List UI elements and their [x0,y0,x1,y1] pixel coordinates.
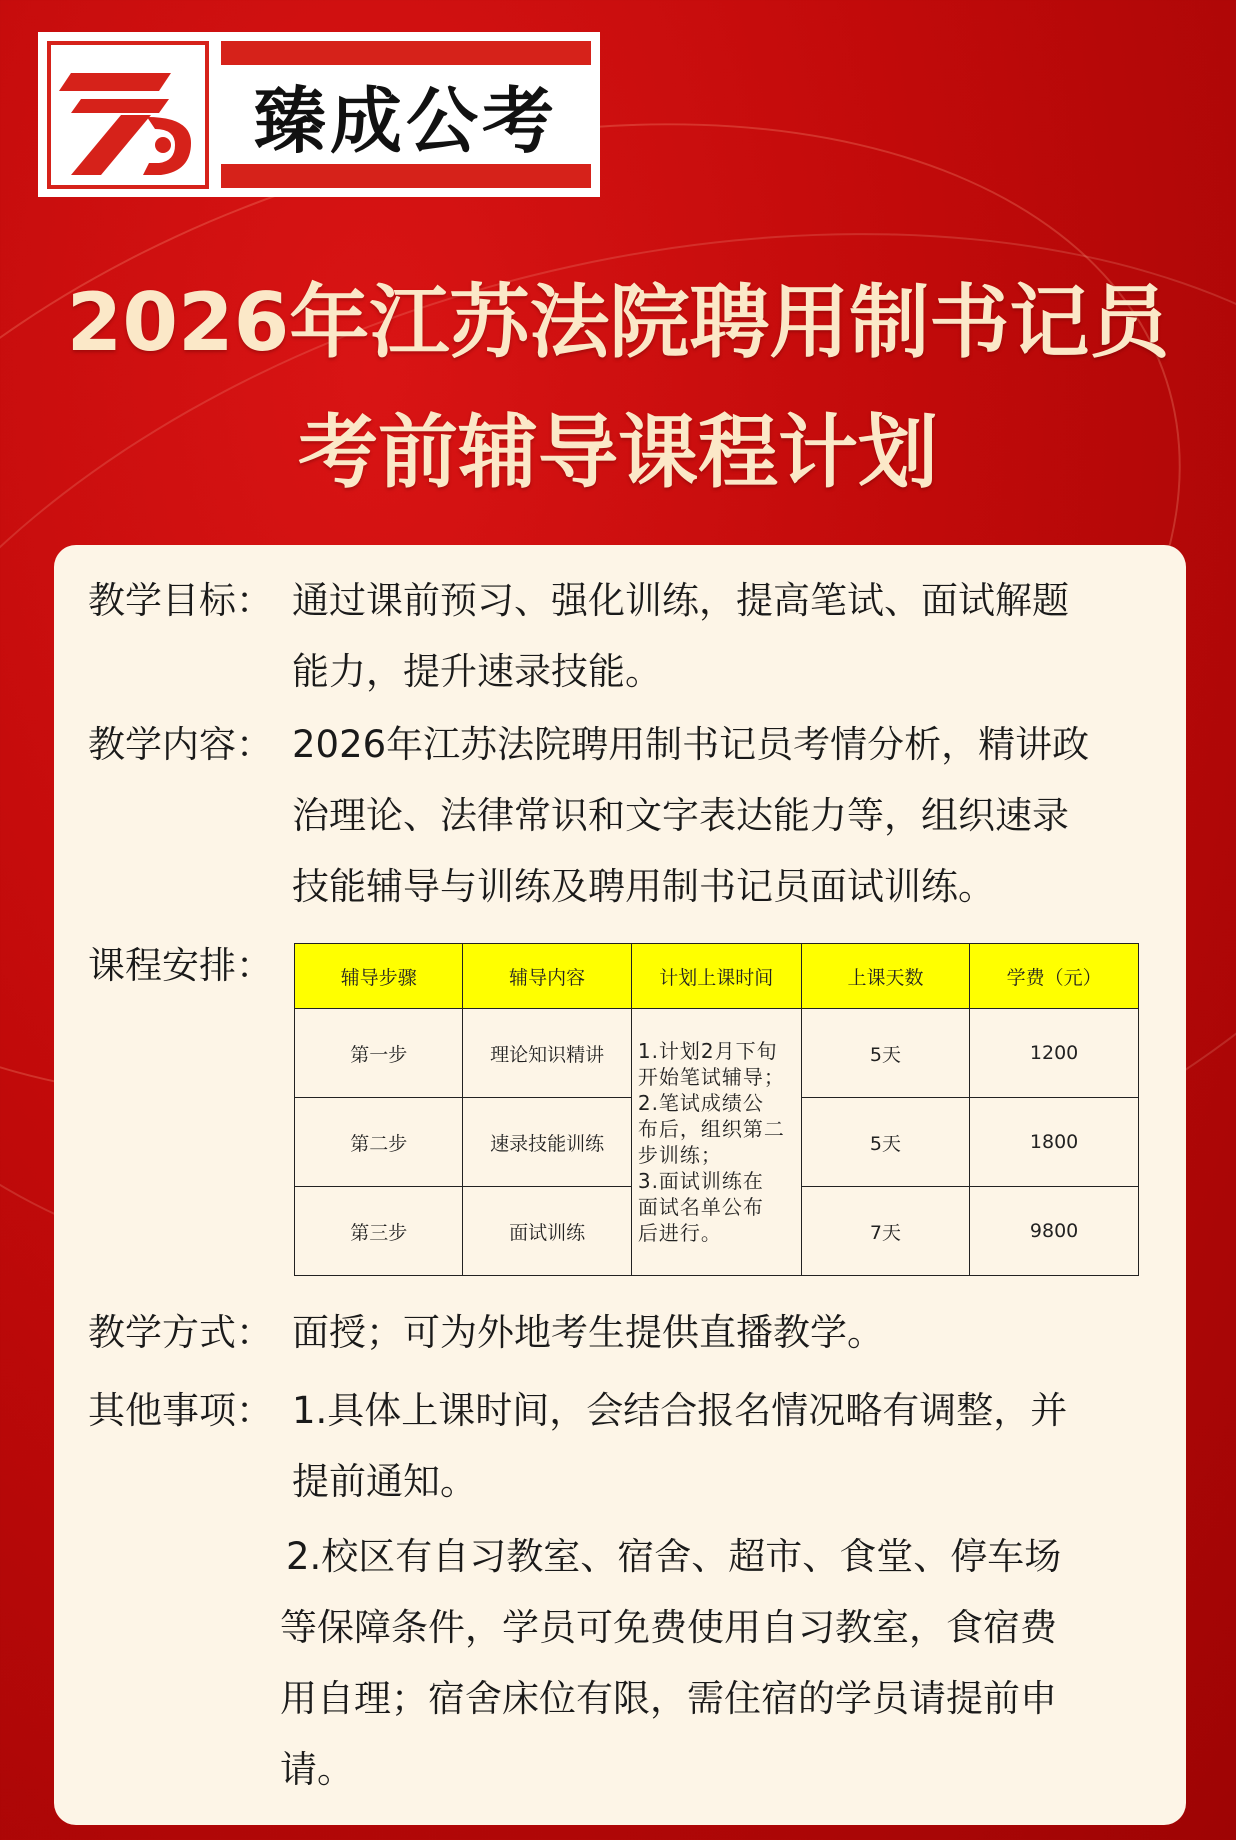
text-line: 治理论、法律常识和文字表达能力等，组织速录 [292,794,1069,837]
text-line: 2.校区有自习教室、宿舍、超市、食堂、停车场 [286,1535,1062,1578]
page-subtitle: 考前辅导课程计划 [298,406,938,499]
text-line: 能力，提升速录技能。 [292,650,662,693]
column-header: 计划上课时间 [631,944,801,1009]
plan-time-cell [631,1009,801,1276]
section-text [286,1521,1162,1592]
table-header-row [295,944,1139,1009]
logo-stripe [221,164,591,188]
brand-logo [38,32,600,197]
section-label: 教学目标： [88,579,273,622]
section-text [292,709,1162,922]
column-header: 辅导步骤 [295,944,463,1009]
plan-line: 后进行。 [637,1221,722,1245]
column-header: 学费（元） [970,944,1139,1009]
section-label: 教学方式： [88,1311,273,1354]
course-schedule-table [294,943,1139,1276]
text-line: 面授；可为外地考生提供直播教学。 [292,1311,884,1354]
logo-stripe [221,41,591,65]
step-cell: 第三步 [295,1187,463,1276]
text-line: 等保障条件，学员可免费使用自习教室，食宿费 [280,1606,1057,1649]
plan-line: 2.笔试成绩公 [637,1091,764,1115]
text-line: 用自理；宿舍床位有限，需住宿的学员请提前申 [280,1677,1057,1720]
plan-line: 面试名单公布 [637,1195,764,1219]
plan-line: 1.计划2月下旬 [637,1039,778,1063]
text-line: 技能辅导与训练及聘用制书记员面试训练。 [292,865,995,908]
content-cell: 理论知识精讲 [463,1009,631,1098]
section-text [280,1592,1162,1805]
plan-line: 开始笔试辅导； [637,1065,785,1089]
content-cell: 速录技能训练 [463,1098,631,1187]
text-line: 2026年江苏法院聘用制书记员考情分析，精讲政 [292,723,1090,766]
text-line: 请。 [280,1748,354,1791]
plan-line: 步训练； [637,1143,722,1167]
brand-name: 臻成公考 [253,77,558,163]
fee-cell: 1200 [970,1009,1139,1098]
section-label: 其他事项： [88,1389,273,1432]
column-header: 辅导内容 [463,944,631,1009]
section-text [292,565,1162,707]
days-cell: 5天 [801,1098,969,1187]
content-panel [54,545,1186,1825]
days-cell: 7天 [801,1187,969,1276]
step-cell: 第二步 [295,1098,463,1187]
text-line: 提前通知。 [292,1460,477,1503]
column-header: 上课天数 [801,944,969,1009]
days-cell: 5天 [801,1009,969,1098]
section-text [292,1375,1162,1517]
plan-line: 布后，组织第二 [637,1117,785,1141]
plan-line: 3.面试训练在 [637,1169,764,1193]
fee-cell: 1800 [970,1098,1139,1187]
table-row [295,1009,1139,1098]
fee-cell: 9800 [970,1187,1139,1276]
text-line: 通过课前预习、强化训练，提高笔试、面试解题 [292,579,1069,622]
section-label: 教学内容： [88,723,273,766]
logo-mark-icon [47,41,209,189]
section-text [292,1297,1162,1368]
page-title: 2026年江苏法院聘用制书记员 [66,276,1170,369]
content-cell: 面试训练 [463,1187,631,1276]
section-label: 课程安排： [88,944,273,987]
text-line: 1.具体上课时间，会结合报名情况略有调整，并 [292,1389,1068,1432]
step-cell: 第一步 [295,1009,463,1098]
